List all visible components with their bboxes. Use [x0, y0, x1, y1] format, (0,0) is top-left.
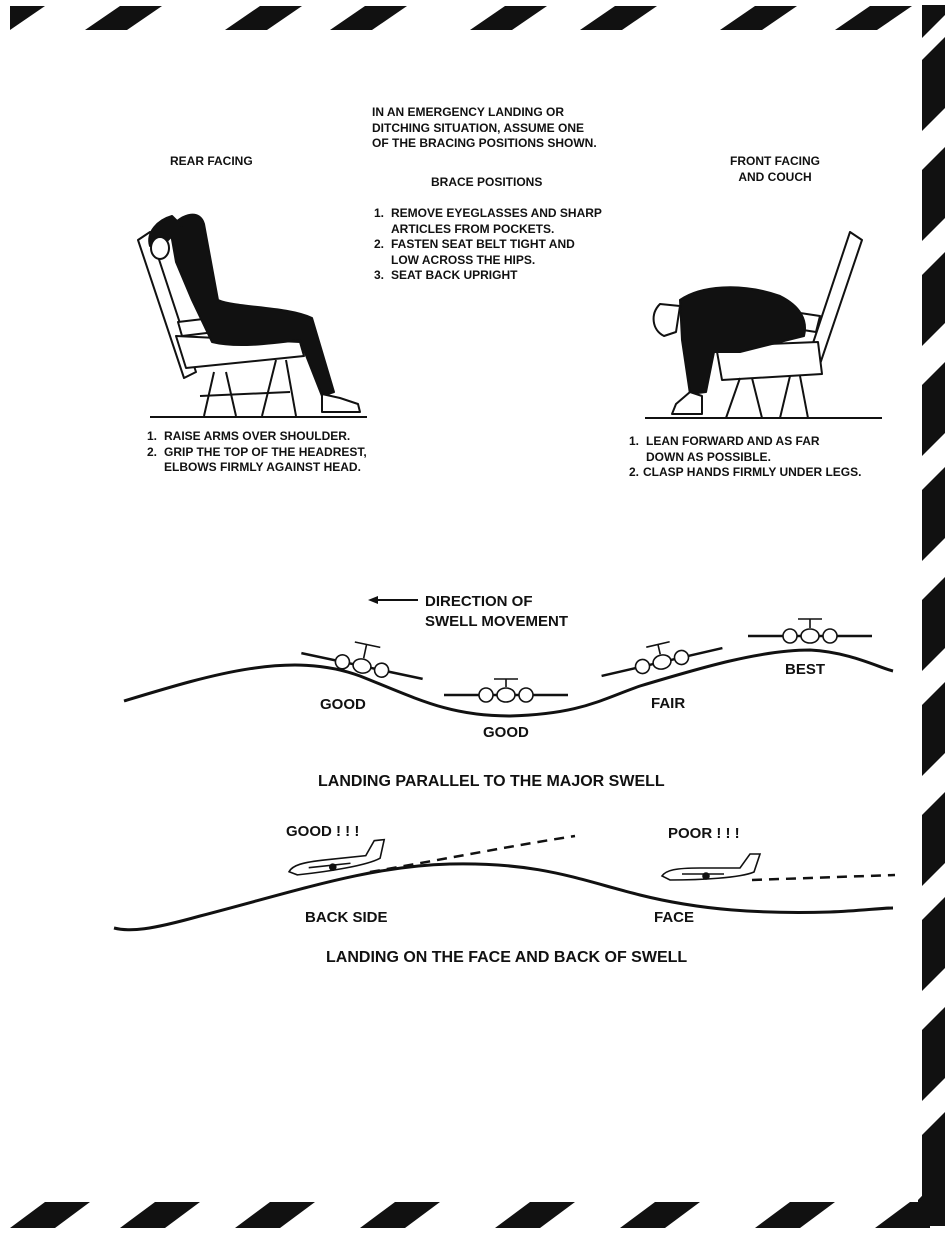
- intro-line: DITCHING SITUATION, ASSUME ONE: [372, 120, 585, 135]
- front-title-line: FRONT FACING: [730, 154, 820, 168]
- brace-step: 3. SEAT BACK UPRIGHT: [374, 268, 518, 282]
- rear-facing-title: REAR FACING: [170, 154, 253, 168]
- intro-line: IN AN EMERGENCY LANDING OR: [372, 105, 565, 119]
- direction-arrow: [368, 596, 418, 604]
- swell-label-fair: FAIR: [651, 695, 686, 712]
- swell-curve-parallel: [124, 650, 893, 716]
- rear-step: 1. RAISE ARMS OVER SHOULDER.: [147, 429, 351, 443]
- front-step: 2. CLASP HANDS FIRMLY UNDER LEGS.: [629, 465, 862, 479]
- front-steps-list: [629, 434, 861, 481]
- swell-label-good-2: GOOD: [483, 724, 529, 741]
- swell-curve-face-back: [114, 864, 893, 930]
- label-face: FACE: [654, 909, 695, 926]
- brace-step: 2. FASTEN SEAT BELT TIGHT AND LOW ACROSS THE HIPS.: [374, 237, 575, 267]
- rear-steps-list: [147, 429, 367, 476]
- swell-label-good-1: GOOD: [320, 696, 366, 713]
- intro-line: OF THE BRACING POSITIONS SHOWN.: [372, 136, 597, 150]
- label-good-exclaim: GOOD ! ! !: [286, 823, 360, 840]
- swell-label-best: BEST: [785, 661, 826, 678]
- rear-facing-illustration: [138, 215, 367, 417]
- front-step: 1. LEAN FORWARD AND AS FAR DOWN AS POSSIBLE.: [629, 434, 820, 464]
- front-facing-title: [730, 154, 820, 185]
- front-title-line: AND COUCH: [738, 169, 812, 184]
- label-back-side: BACK SIDE: [305, 909, 388, 926]
- rear-step: 2. GRIP THE TOP OF THE HEADREST, ELBOWS FIRMLY AGAINST HEAD.: [147, 444, 367, 474]
- brace-step: 1. REMOVE EYEGLASSES AND SHARP ARTICLES FROM POCKETS.: [374, 206, 602, 236]
- front-facing-illustration: [645, 232, 882, 418]
- brace-positions-title: BRACE POSITIONS: [431, 175, 543, 189]
- brace-steps-list: [374, 206, 602, 284]
- label-poor-exclaim: POOR ! ! !: [668, 825, 740, 842]
- caption-parallel: LANDING PARALLEL TO THE MAJOR SWELL: [318, 773, 665, 790]
- flight-path-poor: [752, 875, 895, 880]
- intro-text: [372, 105, 597, 152]
- direction-label: DIRECTION OF SWELL MOVEMENT: [425, 593, 569, 630]
- caption-face-back: LANDING ON THE FACE AND BACK OF SWELL: [326, 949, 688, 966]
